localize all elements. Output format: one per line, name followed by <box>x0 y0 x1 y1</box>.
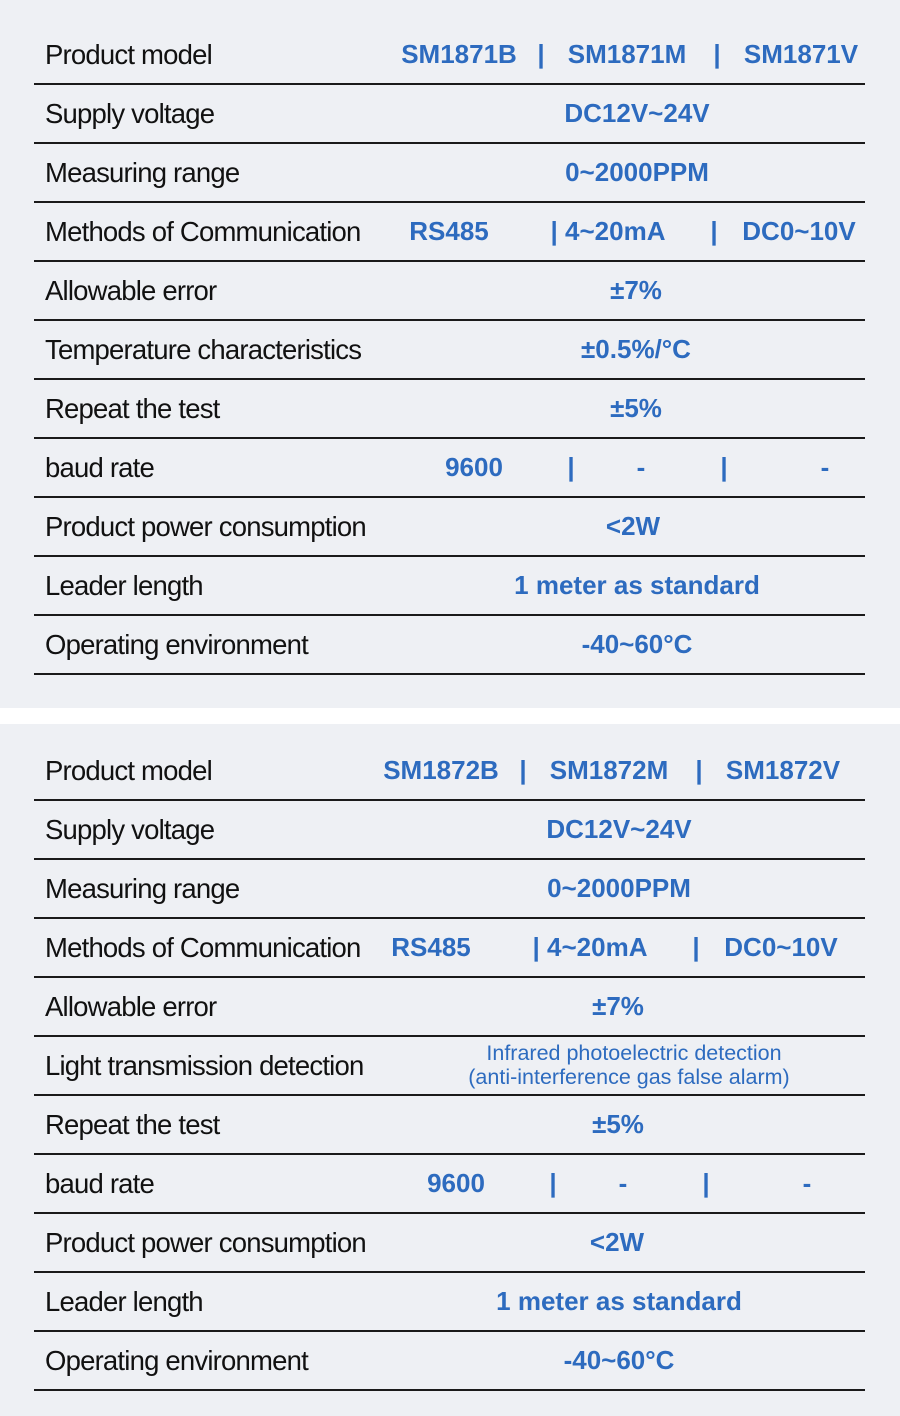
baud-b: 9600 <box>445 452 503 482</box>
row-label: Leader length <box>45 1286 203 1317</box>
separator: | <box>537 39 545 69</box>
row-label: Measuring range <box>45 157 240 188</box>
separator: | <box>702 1168 710 1198</box>
row-value: -40~60°C <box>563 1345 675 1375</box>
comm-rs485: RS485 <box>391 932 471 962</box>
model-b: SM1872B <box>383 755 499 785</box>
row-label: Supply voltage <box>45 98 215 129</box>
row-value: DC12V~24V <box>564 98 710 128</box>
row-power-consumption <box>34 1214 865 1273</box>
row-label: Product model <box>45 755 212 786</box>
row-value: ±0.5%/°C <box>581 334 691 364</box>
row-baud-rate <box>34 439 865 498</box>
row-label: Leader length <box>45 570 203 601</box>
row-label: Product power consumption <box>45 1227 366 1258</box>
row-product-model <box>34 26 865 85</box>
row-leader-length <box>34 1273 865 1332</box>
row-label: Product model <box>45 39 212 70</box>
separator: | <box>695 755 703 785</box>
row-label: Methods of Communication <box>45 216 361 247</box>
row-label: Product power consumption <box>45 511 366 542</box>
separator: | <box>692 932 700 962</box>
baud-v: - <box>820 452 830 482</box>
model-b: SM1871B <box>401 39 517 69</box>
row-power-consumption <box>34 498 865 557</box>
separator: | <box>519 755 527 785</box>
row-label: Repeat the test <box>45 393 220 424</box>
row-value: 0~2000PPM <box>565 157 709 187</box>
baud-v: - <box>802 1168 812 1198</box>
row-supply-voltage <box>34 801 865 860</box>
comm-rs485: RS485 <box>409 216 489 246</box>
comm-dc0-10v: DC0~10V <box>742 216 856 246</box>
row-value: 1 meter as standard <box>496 1286 742 1316</box>
row-label: Repeat the test <box>45 1109 220 1140</box>
detection-line-2: (anti-interference gas false alarm) <box>468 1065 790 1089</box>
row-label: baud rate <box>45 1168 155 1199</box>
row-communication <box>34 919 865 978</box>
row-label: Supply voltage <box>45 814 215 845</box>
comm-4-20ma: | 4~20mA <box>532 932 648 962</box>
separator: | <box>710 216 718 246</box>
row-light-transmission-detection <box>34 1037 865 1096</box>
row-operating-environment <box>34 616 865 675</box>
row-product-model <box>34 742 865 801</box>
row-allowable-error <box>34 262 865 321</box>
row-label: Temperature characteristics <box>45 334 362 365</box>
row-value: -40~60°C <box>581 629 693 659</box>
comm-4-20ma: | 4~20mA <box>550 216 666 246</box>
row-label: Operating environment <box>45 629 308 660</box>
row-label: Light transmission detection <box>45 1050 364 1081</box>
row-value: ±7% <box>592 991 644 1021</box>
row-value: DC12V~24V <box>546 814 692 844</box>
row-measuring-range <box>34 860 865 919</box>
row-measuring-range <box>34 144 865 203</box>
row-temperature-characteristics <box>34 321 865 380</box>
row-label: Measuring range <box>45 873 240 904</box>
spec-panel-sm1872 <box>0 724 900 1416</box>
row-repeat-test <box>34 1096 865 1155</box>
separator: | <box>720 452 728 482</box>
row-value: ±5% <box>610 393 662 423</box>
row-label: baud rate <box>45 452 155 483</box>
row-label: Allowable error <box>45 991 217 1022</box>
row-label: Operating environment <box>45 1345 308 1376</box>
row-value: <2W <box>605 511 661 541</box>
comm-dc0-10v: DC0~10V <box>724 932 838 962</box>
baud-b: 9600 <box>427 1168 485 1198</box>
row-value: ±5% <box>592 1109 644 1139</box>
model-v: SM1871V <box>743 39 859 69</box>
separator: | <box>549 1168 557 1198</box>
row-communication <box>34 203 865 262</box>
row-operating-environment <box>34 1332 865 1391</box>
baud-m: - <box>618 1168 628 1198</box>
row-label: Allowable error <box>45 275 217 306</box>
row-repeat-test <box>34 380 865 439</box>
model-v: SM1872V <box>725 755 841 785</box>
row-supply-voltage <box>34 85 865 144</box>
model-m: SM1871M <box>567 39 687 69</box>
row-allowable-error <box>34 978 865 1037</box>
detection-line-1: Infrared photoelectric detection <box>486 1041 782 1065</box>
baud-m: - <box>636 452 646 482</box>
row-value: 0~2000PPM <box>547 873 691 903</box>
row-value: 1 meter as standard <box>514 570 760 600</box>
row-value: ±7% <box>610 275 662 305</box>
row-label: Methods of Communication <box>45 932 361 963</box>
row-baud-rate <box>34 1155 865 1214</box>
separator: | <box>713 39 721 69</box>
separator: | <box>567 452 575 482</box>
row-leader-length <box>34 557 865 616</box>
row-value: <2W <box>589 1227 645 1257</box>
model-m: SM1872M <box>549 755 669 785</box>
